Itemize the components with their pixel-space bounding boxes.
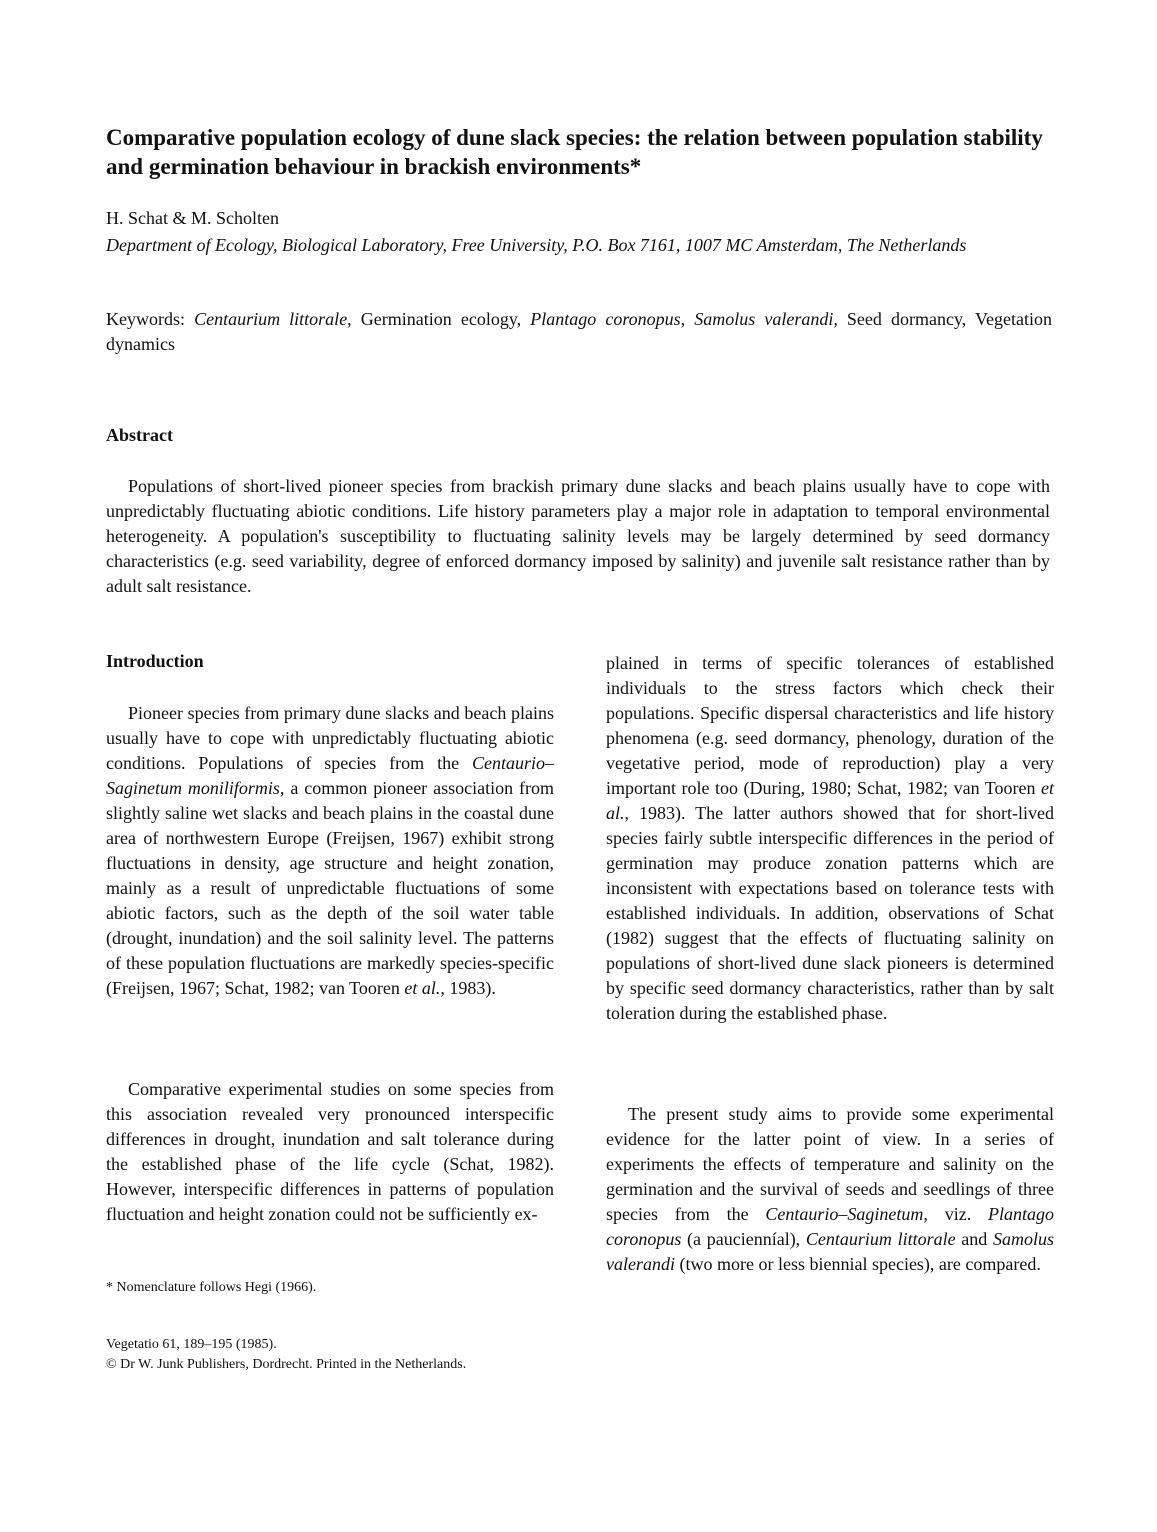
text-run: et al., <box>606 778 1055 823</box>
text-run: (a paucienníal), <box>687 1229 801 1249</box>
intro-paragraph-2-continued <box>606 651 1054 1026</box>
keyword: Germination ecology, <box>360 309 522 329</box>
text-run: Centaurio–Saginetum, <box>765 1204 928 1224</box>
keywords-label: Keywords: <box>106 309 185 329</box>
text-run: viz. <box>944 1204 972 1224</box>
abstract-heading: Abstract <box>106 425 173 445</box>
text-run: Centaurium littorale <box>805 1229 956 1249</box>
text-run: and <box>961 1229 988 1249</box>
keyword: Plantago coronopus, Samolus valerandi, <box>530 309 838 329</box>
journal-citation: Vegetatio 61, 189–195 (1985). <box>106 1337 277 1352</box>
introduction-heading: Introduction <box>106 651 204 671</box>
abstract-text: Populations of short-lived pioneer species from brackish primary dune slacks and beach plains usually have to cope with unpredictably fluctuating abiotic conditions. Life history parameters play a major role in adaptation to temporal environmental heterogeneity. A population's susceptibility to fluctuating salinity levels may be largely determined by seed dormancy characteristics (e.g. seed variability, degree of enforced dormancy imposed by salinity) and juvenile salt resistance rather than by adult salt resistance. <box>106 476 1050 596</box>
text-run: Samolus valerandi <box>606 1229 1055 1274</box>
text-run: plained in terms of specific tolerances of established individuals to the stress factors which check their populations. Specific dispersal characteristics and life history phenomena (e.g. seed dormancy, phenology, duration of the vegetative period, mode of reproduction) play a very important role too (During, 1980; Schat, 1982; van Tooren <box>606 653 1054 798</box>
text-run: Comparative experimental studies on some species from this association revealed very pronounced interspecific differences in drought, inundation and salt tolerance during the established phase of the life cycle (Schat, 1982). However, interspecific differences in patterns of population fluctuation and height zonation could not be sufficiently ex- <box>106 1079 554 1224</box>
text-run: 1983). The latter authors showed that for short-lived species fairly subtle interspecific differences in the period of germination may produce zonation patterns which are inconsistent with expectations based on tolerance tests with established individuals. In addition, observations of Schat (1982) suggest that the effects of fluctuating salinity on populations of short-lived dune slack pioneers is determined by specific seed dormancy characteristics, rather than by salt toleration during the established phase. <box>606 803 1055 1023</box>
intro-paragraph-1 <box>106 701 554 1001</box>
journal-info <box>106 1335 466 1375</box>
authors: H. Schat & M. Scholten <box>106 208 279 228</box>
paper-title: Comparative population ecology of dune slack species: the relation between population stability and germination behaviour in brackish environments* <box>106 125 1043 179</box>
copyright-line: © Dr W. Junk Publishers, Dordrecht. Printed in the Netherlands. <box>106 1357 467 1372</box>
text-run: Plantago coronopus <box>606 1204 1055 1249</box>
text-run: Pioneer species from primary dune slacks and beach plains usually have to cope with unpredictably fluctuating abiotic conditions. Populations of species from the <box>106 703 554 773</box>
intro-paragraph-2 <box>106 1077 554 1227</box>
keyword: Seed dormancy, Vegetation dynamics <box>106 309 1053 354</box>
intro-paragraph-3 <box>606 1102 1054 1277</box>
text-run: 1983). <box>449 978 496 998</box>
text-run: The present study aims to provide some experimental evidence for the latter point of view. In a series of experiments the effects of temperature and salinity on the germination and the survival of seeds and seedlings of three species from the <box>606 1104 1054 1224</box>
affiliation: Department of Ecology, Biological Laboratory, Free University, P.O. Box 7161, 1007 MC Amsterdam, The Netherlands <box>106 235 967 255</box>
text-run: a common pioneer association from slightly saline wet slacks and beach plains in the coastal dune area of northwestern Europe (Freijsen, 1967) exhibit strong fluctuations in density, age structure and height zonation, mainly as a result of unpredictable fluctuations of some abiotic factors, such as the depth of the soil water table (drought, inundation) and the soil salinity level. The patterns of these population fluctuations are markedly species-specific (Freijsen, 1967; Schat, 1982; van Tooren <box>106 778 554 998</box>
text-run: et al., <box>404 978 445 998</box>
footnote: * Nomenclature follows Hegi (1966). <box>106 1280 317 1295</box>
text-run: (two more or less biennial species), are compared. <box>679 1254 1041 1274</box>
text-run: Centaurio–Saginetum moniliformis, <box>106 753 554 798</box>
keyword: Centaurium littorale, <box>194 309 352 329</box>
keywords <box>106 307 1052 357</box>
